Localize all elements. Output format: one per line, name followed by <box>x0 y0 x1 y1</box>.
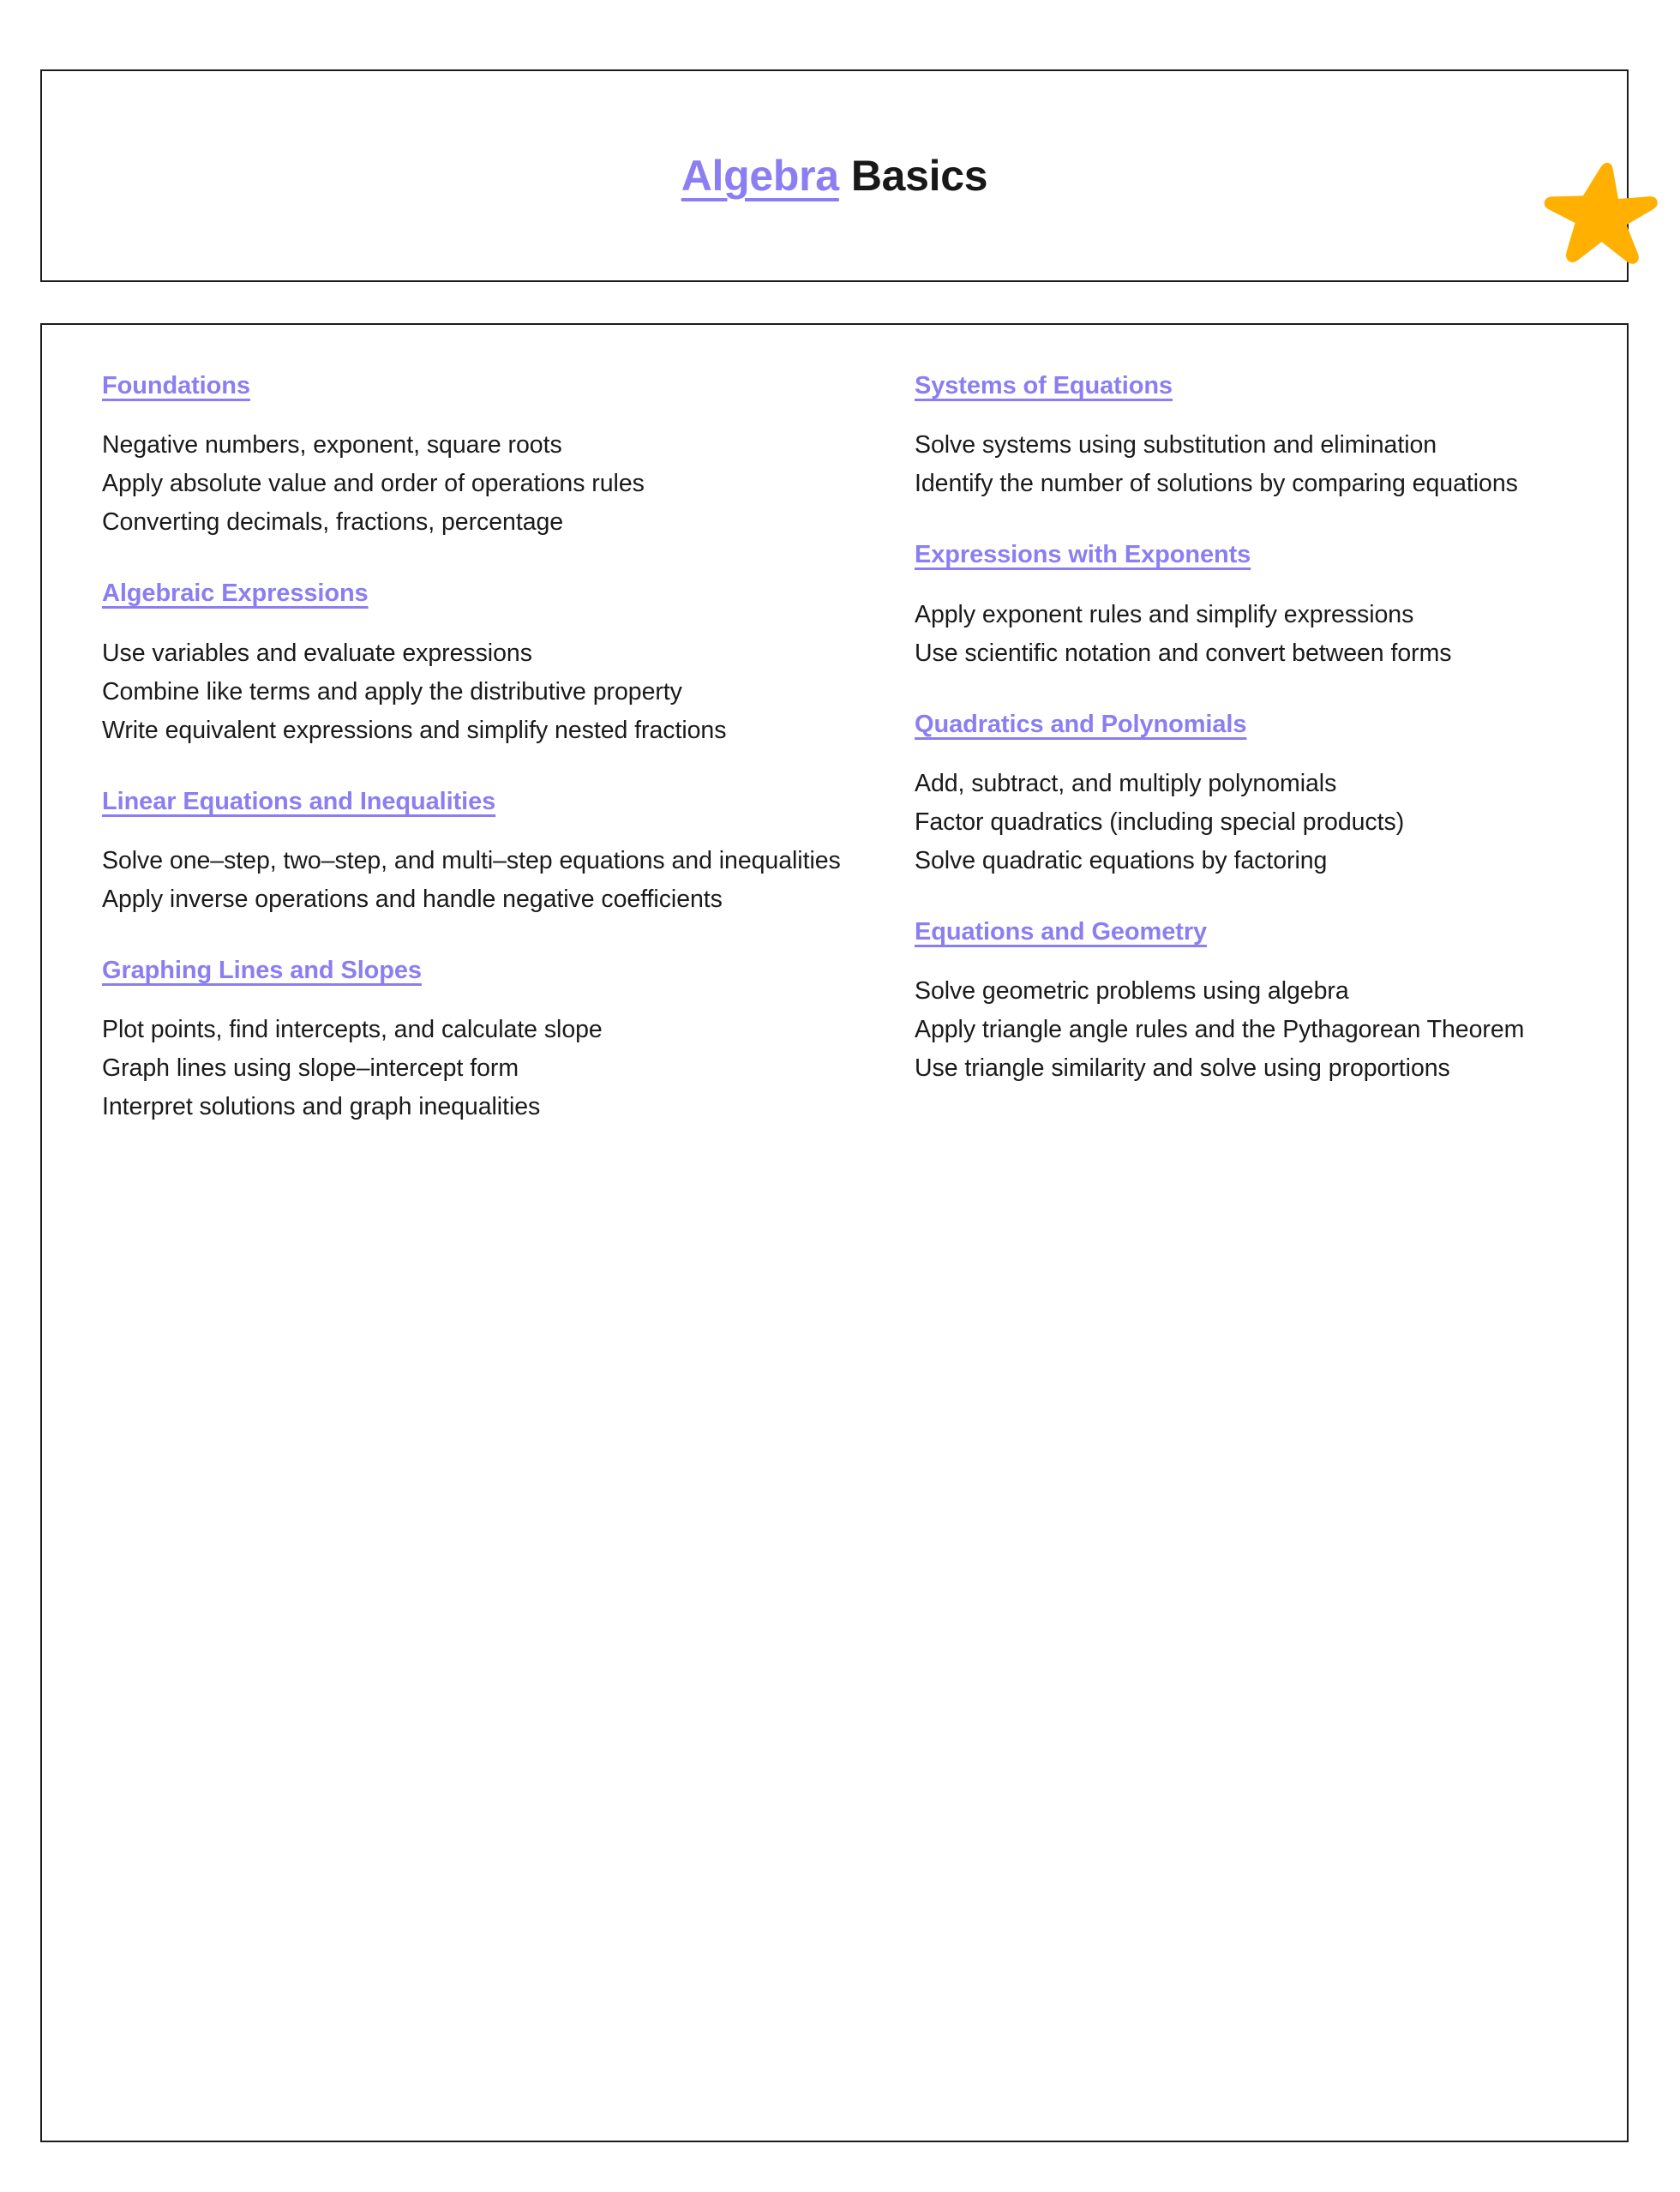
section-line: Solve quadratic equations by factoring <box>915 847 1328 875</box>
section-linear-equations-and-inequalities <box>102 788 856 919</box>
content-card <box>40 323 1629 2142</box>
section-algebraic-expressions <box>102 580 856 749</box>
section-equations-and-geometry <box>915 918 1660 1088</box>
section-line: Apply inverse operations and handle negative coefficients <box>102 886 723 914</box>
section-line: Combine like terms and apply the distributive property <box>102 677 682 706</box>
section-line: Solve systems using substitution and elimination <box>915 431 1437 459</box>
section-graphing-lines-and-slopes <box>102 957 856 1126</box>
section-heading[interactable]: Equations and Geometry <box>915 918 1208 946</box>
section-line: Use triangle similarity and solve using proportions <box>915 1054 1450 1083</box>
section-line-list <box>102 634 856 750</box>
section-line: Apply absolute value and order of operations rules <box>102 470 645 498</box>
left-column <box>102 372 856 2141</box>
page-title <box>42 71 1627 280</box>
section-line-list <box>915 426 1660 503</box>
section-line: Factor quadratics (including special products) <box>915 808 1405 837</box>
section-line: Converting decimals, fractions, percentage <box>102 508 564 537</box>
section-line: Plot points, find intercepts, and calculate slope <box>102 1016 603 1044</box>
section-heading[interactable]: Systems of Equations <box>915 372 1173 399</box>
section-foundations <box>102 372 856 542</box>
content-columns <box>42 325 1627 2141</box>
section-quadratics-and-polynomials <box>915 711 1660 880</box>
section-line: Solve one–step, two–step, and multi–step equations and inequalities <box>102 847 841 875</box>
section-line-list <box>102 426 856 542</box>
section-expressions-with-exponents <box>915 541 1660 672</box>
section-line: Solve geometric problems using algebra <box>915 977 1349 1006</box>
section-line: Apply exponent rules and simplify expressions <box>915 600 1414 628</box>
section-line: Negative numbers, exponent, square roots <box>102 431 562 459</box>
section-line: Use variables and evaluate expressions <box>102 639 532 667</box>
page-title-accent: Algebra <box>681 152 839 200</box>
section-line-list <box>915 596 1660 673</box>
section-systems-of-equations <box>915 372 1660 503</box>
section-line: Interpret solutions and graph inequalities <box>102 1093 541 1121</box>
section-line: Graph lines using slope–intercept form <box>102 1054 519 1083</box>
section-line: Write equivalent expressions and simplify nested fractions <box>102 716 727 744</box>
section-line-list <box>102 1011 856 1126</box>
section-heading[interactable]: Algebraic Expressions <box>102 580 369 608</box>
section-line: Use scientific notation and convert between forms <box>915 639 1452 667</box>
page-title-rest: Basics <box>850 152 988 200</box>
section-heading[interactable]: Foundations <box>102 372 250 399</box>
section-heading[interactable]: Quadratics and Polynomials <box>915 710 1247 738</box>
section-line: Identify the number of solutions by comparing equations <box>915 470 1518 498</box>
section-line-list <box>915 765 1660 880</box>
section-heading[interactable]: Linear Equations and Inequalities <box>102 787 496 815</box>
header-card <box>40 69 1629 282</box>
section-heading[interactable]: Expressions with Exponents <box>915 541 1251 569</box>
section-heading[interactable]: Graphing Lines and Slopes <box>102 957 422 985</box>
section-line: Add, subtract, and multiply polynomials <box>915 770 1337 798</box>
section-line: Apply triangle angle rules and the Pythagorean Theorem <box>915 1016 1525 1044</box>
section-line-list <box>102 842 856 919</box>
right-column <box>915 372 1660 2141</box>
section-line-list <box>915 972 1660 1088</box>
